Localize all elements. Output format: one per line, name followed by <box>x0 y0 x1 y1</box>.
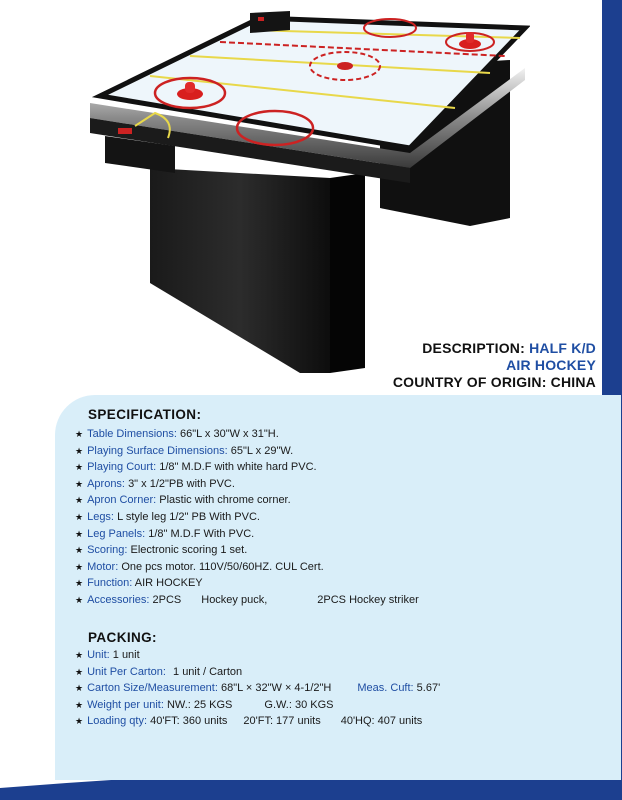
star-icon: ★ <box>75 578 84 589</box>
packing-list <box>75 647 440 730</box>
star-icon: ★ <box>75 545 84 556</box>
list-item: ★ Scoring: Electronic scoring 1 set. <box>75 544 248 557</box>
list-item: ★ Accessories: 2PCS Hockey puck, 2PCS Hockey striker <box>75 593 419 606</box>
star-icon: ★ <box>75 445 84 456</box>
list-item: ★ Carton Size/Measurement: 68"L × 32"W × 4-1/2"H Meas. Cuft: 5.67' <box>75 682 441 695</box>
description-line-1 <box>393 340 596 357</box>
list-item: ★ Weight per unit: NW.: 25 KGS G.W.: 30 KGS <box>75 698 334 711</box>
description-label: DESCRIPTION: <box>422 340 525 356</box>
star-icon: ★ <box>75 528 84 539</box>
list-item: ★ Loading qty: 40'FT: 360 units 20'FT: 177 units 40'HQ: 407 units <box>75 715 423 728</box>
list-item: ★ Unit Per Carton: 1 unit / Carton <box>75 665 243 678</box>
specification-list <box>75 426 419 609</box>
list-item: ★ Aprons: 3" x 1/2"PB with PVC. <box>75 477 235 490</box>
list-item: ★ Motor: One pcs motor. 110V/50/60HZ. CUL Cert. <box>75 560 324 573</box>
description-model: HALF K/D <box>529 340 596 356</box>
list-item: ★ Apron Corner: Plastic with chrome corner. <box>75 494 291 507</box>
star-icon: ★ <box>75 666 84 677</box>
packing-title: PACKING: <box>88 630 157 645</box>
specification-title: SPECIFICATION: <box>88 407 202 422</box>
star-icon: ★ <box>75 495 84 506</box>
star-icon: ★ <box>75 683 84 694</box>
star-icon: ★ <box>75 699 84 710</box>
star-icon: ★ <box>75 650 84 660</box>
country-of-origin: COUNTRY OF ORIGIN: CHINA <box>392 374 596 390</box>
star-icon: ★ <box>75 716 84 727</box>
star-icon: ★ <box>75 511 84 522</box>
star-icon: ★ <box>75 561 84 572</box>
air-hockey-table-photo <box>80 8 530 378</box>
star-icon: ★ <box>75 478 84 489</box>
star-icon: ★ <box>75 462 84 473</box>
list-item: ★ Leg Panels: 1/8" M.D.F With PVC. <box>75 527 255 540</box>
list-item: ★ Unit: 1 unit <box>75 649 140 661</box>
star-icon: ★ <box>75 594 84 605</box>
list-item: ★ Table Dimensions: 66"L x 30"W x 31"H. <box>75 428 279 440</box>
list-item: ★ Playing Surface Dimensions: 65"L x 29"W. <box>75 444 294 457</box>
list-item: ★ Playing Court: 1/8" M.D.F with white hard PVC. <box>75 461 317 474</box>
product-description <box>393 340 596 391</box>
star-icon: ★ <box>75 429 84 439</box>
description-product-type: AIR HOCKEY <box>506 357 596 373</box>
list-item: ★ Function: AIR HOCKEY <box>75 577 203 590</box>
list-item: ★ Legs: L style leg 1/2" PB With PVC. <box>75 510 260 523</box>
